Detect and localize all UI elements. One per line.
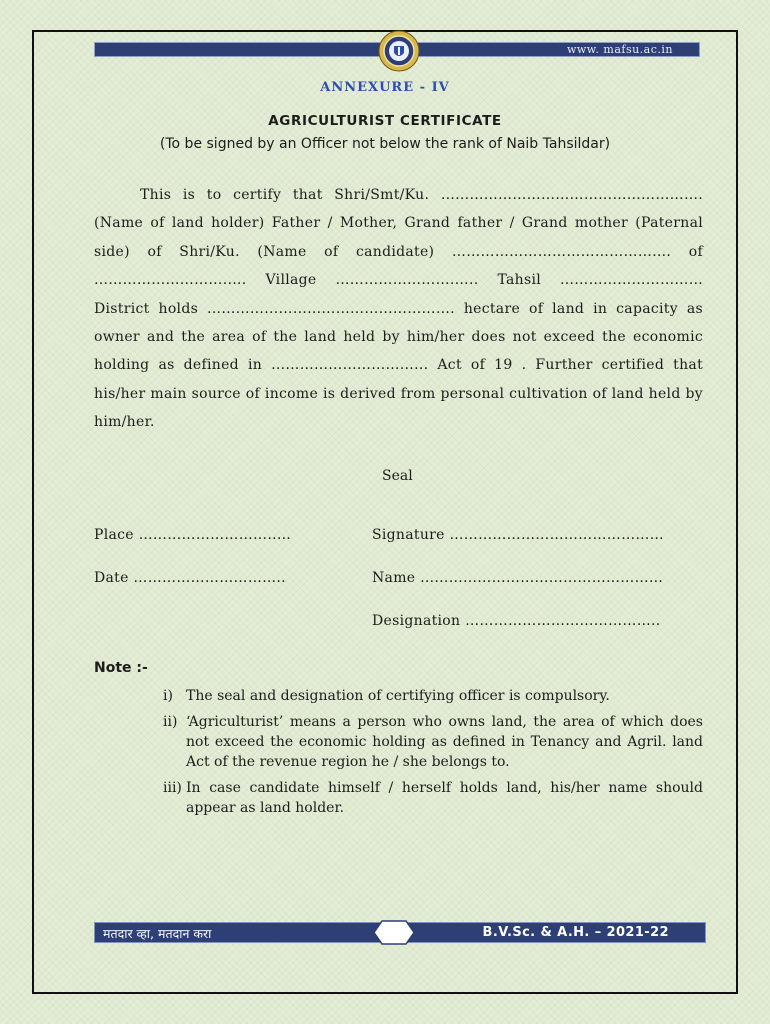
note-text: The seal and designation of certifying officer is compulsory. [186,688,610,704]
footer-course-year: B.V.Sc. & A.H. – 2021-22 [482,925,669,940]
certificate-title: AGRICULTURIST CERTIFICATE [268,113,502,129]
note-number: iii) [163,780,182,796]
note-number: i) [163,688,173,704]
note-item [163,686,703,706]
name-field: Name …………………………………………… [372,570,664,586]
note-number: ii) [163,714,178,730]
date-field: Date ………………………….. [94,570,286,586]
note-item [163,778,703,818]
website-url[interactable]: www. mafsu.ac.in [566,43,673,56]
certificate-body [94,181,703,437]
certificate-subtitle: (To be signed by an Officer not below the rank of Naib Tahsildar) [159,136,611,152]
signature-field: Signature ……………………………………… [372,527,664,543]
notes-list [163,686,703,824]
footer-slogan: मतदार व्हा, मतदान करा [103,926,212,941]
note-text: ‘Agriculturist’ means a person who owns land, the area of which does not exceed the economic holding as defined in Tenancy and Agril. land Act of the revenue region he / she belongs to. [186,714,703,770]
certificate-paragraph: This is to certify that Shri/Smt/Ku. ………………………………………………. (Name of land holder) Father / Mother, Grand father / Grand mother (Paternal side) of Shri/Ku. (Name of candidate) ………………………………………. of ……………………….…. Village …………………….….. Tahsil ………………………… District holds ……………………………………………. hectare of land in capacity as owner and the area of the land held by him/her does not exceed the economic holding as defined in …………………………... Act of 19 . Further certified that his/her main source of income is derived from personal cultivation of land held by him/her. [94,187,703,431]
note-text: In case candidate himself / herself holds land, his/her name should appear as land holder. [186,780,703,816]
designation-field: Designation ………………………………….. [372,613,661,629]
seal-label: Seal [382,468,413,484]
page-border [32,30,738,994]
annexure-heading: ANNEXURE - IV [320,80,450,95]
note-item [163,712,703,772]
place-field: Place ………………………..… [94,527,292,543]
diamond-ornament-icon [372,919,416,946]
note-heading: Note :- [94,660,148,676]
university-emblem-icon [378,30,420,72]
